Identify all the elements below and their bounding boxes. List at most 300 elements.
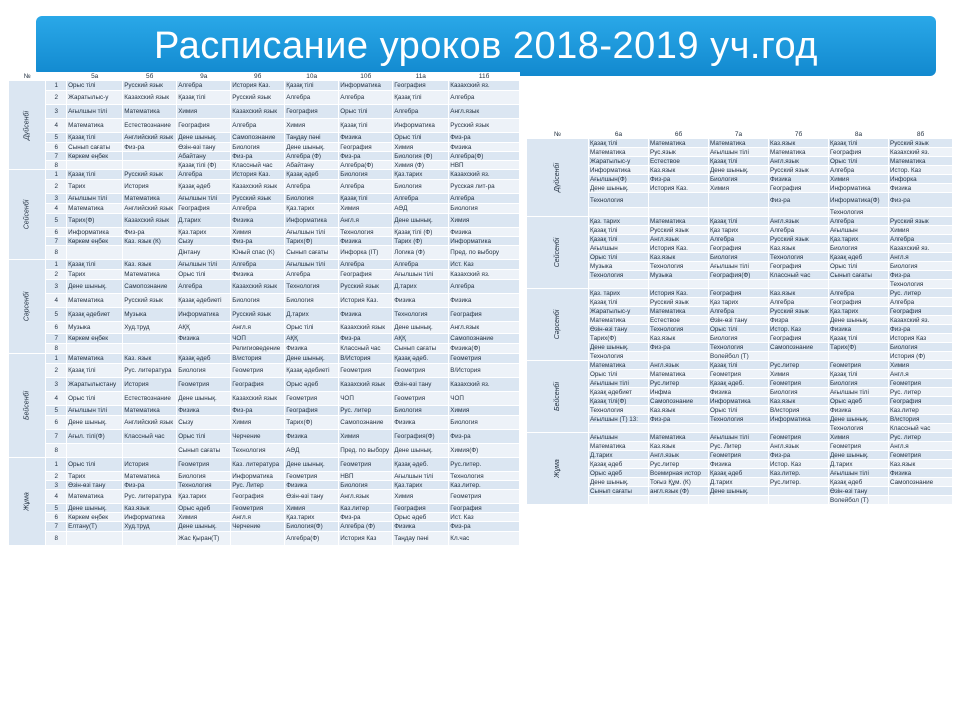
- schedule-row: [527, 424, 953, 433]
- schedule-row: [527, 316, 953, 325]
- lesson-cell: Русский язык: [231, 91, 285, 105]
- lesson-cell: Физика: [769, 175, 829, 184]
- lesson-cell: Информатика: [393, 119, 449, 133]
- lesson-number: 6: [46, 143, 67, 152]
- lesson-cell: В/История: [339, 354, 393, 364]
- lesson-cell: Англ.язык: [769, 442, 829, 451]
- lesson-cell: Физика: [889, 469, 953, 478]
- lesson-cell: Английский язык: [123, 133, 177, 143]
- schedule-row: [527, 271, 953, 280]
- lesson-cell: Орыс тілі: [67, 458, 123, 472]
- lesson-number: 4: [46, 392, 67, 406]
- lesson-cell: Алгебра (Ф): [339, 522, 393, 532]
- schedule-row: [9, 334, 520, 344]
- lesson-cell: Физ-ра: [339, 152, 393, 161]
- lesson-cell: История Каз.: [231, 81, 285, 91]
- lesson-cell: Ағылшын тілі: [829, 388, 889, 397]
- lesson-cell: Каз.литер.: [769, 469, 829, 478]
- lesson-cell: Геометрия: [769, 433, 829, 442]
- schedule-row: [527, 460, 953, 469]
- lesson-cell: Информатика: [177, 308, 231, 322]
- schedule-row: [9, 270, 520, 280]
- lesson-cell: Всемирная истор: [649, 469, 709, 478]
- lesson-cell: Тарих(Ф): [285, 416, 339, 430]
- lesson-cell: Физ-ра: [649, 415, 709, 424]
- schedule-row: [9, 294, 520, 308]
- lesson-cell: Биология: [829, 379, 889, 388]
- lesson-cell: Физ-ра: [339, 513, 393, 522]
- lesson-cell: Алгебра: [449, 91, 520, 105]
- lesson-cell: [649, 280, 709, 289]
- lesson-cell: Математика: [67, 119, 123, 133]
- schedule-row: [9, 490, 520, 504]
- lesson-cell: Русский язык: [649, 226, 709, 235]
- lesson-cell: Алгебра: [285, 180, 339, 194]
- lesson-cell: География: [769, 184, 829, 193]
- lesson-cell: География: [889, 307, 953, 316]
- lesson-cell: АӘД: [393, 204, 449, 214]
- lesson-cell: Тарих(Ф): [285, 237, 339, 246]
- lesson-cell: Казахский язык: [231, 180, 285, 194]
- lesson-cell: Алгебра: [709, 307, 769, 316]
- lesson-cell: Каз. язык (К): [123, 237, 177, 246]
- lesson-cell: Естествое: [649, 316, 709, 325]
- lesson-cell: Сынып сағаты: [393, 344, 449, 354]
- lesson-cell: Англ.я: [889, 253, 953, 262]
- lesson-cell: Геометрия: [709, 451, 769, 460]
- lesson-cell: Англ.я: [889, 442, 953, 451]
- lesson-cell: [889, 208, 953, 217]
- day-name: Бейсенбі: [554, 381, 561, 412]
- lesson-cell: Самопознание: [889, 478, 953, 487]
- lesson-cell: Химия: [769, 370, 829, 379]
- lesson-cell: Дене шынық.: [177, 133, 231, 143]
- lesson-cell: Жаратылыс-у: [589, 307, 649, 316]
- lesson-cell: География: [889, 397, 953, 406]
- lesson-cell: Казахский язык: [231, 280, 285, 294]
- schedule-row: [9, 322, 520, 334]
- lesson-cell: Физ-ра: [231, 406, 285, 416]
- lesson-cell: Орыс тілі: [177, 430, 231, 444]
- lesson-cell: Биология: [449, 204, 520, 214]
- lesson-cell: Физ-ра: [889, 193, 953, 208]
- lesson-number: 5: [46, 214, 67, 228]
- lesson-cell: Англ.язык: [649, 451, 709, 460]
- lesson-cell: Англ.язык: [339, 490, 393, 504]
- schedule-row: [9, 444, 520, 458]
- schedule-row: [9, 161, 520, 170]
- lesson-cell: Физика: [177, 334, 231, 344]
- lesson-cell: Алгебра: [339, 180, 393, 194]
- lesson-cell: Информатика: [709, 397, 769, 406]
- lesson-cell: Орыс әдеб: [589, 469, 649, 478]
- lesson-number: 8: [46, 444, 67, 458]
- lesson-number: 2: [46, 472, 67, 481]
- lesson-cell: География: [393, 81, 449, 91]
- lesson-number: 2: [46, 180, 67, 194]
- lesson-cell: Қазақ тілі (Ф): [177, 161, 231, 170]
- lesson-cell: [829, 352, 889, 361]
- lesson-cell: Каз. литература: [231, 458, 285, 472]
- lesson-cell: Худ.труд: [123, 322, 177, 334]
- day-label: [527, 217, 589, 289]
- lesson-cell: Физика(Ф): [449, 344, 520, 354]
- lesson-cell: Дене шынық.: [589, 343, 649, 352]
- lesson-cell: Қаз. тарих: [589, 217, 649, 226]
- lesson-cell: Казахский яз.: [449, 81, 520, 91]
- lesson-cell: Биология: [339, 170, 393, 180]
- lesson-cell: Қазақ тілі: [285, 81, 339, 91]
- schedule-row: [527, 175, 953, 184]
- lesson-cell: Биология: [177, 364, 231, 378]
- lesson-cell: Рус. Литер: [709, 442, 769, 451]
- lesson-cell: Алгебра: [829, 289, 889, 298]
- lesson-cell: Классный час: [231, 161, 285, 170]
- lesson-number: 7: [46, 237, 67, 246]
- lesson-cell: Дінтану: [177, 246, 231, 260]
- lesson-cell: Химия: [449, 406, 520, 416]
- schedule-row: [527, 325, 953, 334]
- lesson-cell: Жаратылыс-у: [589, 157, 649, 166]
- lesson-cell: Жас Қыран(Т): [177, 532, 231, 546]
- lesson-cell: Биология: [889, 343, 953, 352]
- lesson-cell: Биология: [829, 244, 889, 253]
- lesson-cell: Қаз.тарих: [829, 307, 889, 316]
- lesson-number: 1: [46, 81, 67, 91]
- schedule-row: [9, 228, 520, 237]
- lesson-cell: Физика: [709, 460, 769, 469]
- lesson-cell: Көркем еңбек: [67, 237, 123, 246]
- lesson-cell: Физ-ра: [449, 430, 520, 444]
- lesson-cell: Физика: [449, 228, 520, 237]
- schedule-row: [9, 105, 520, 119]
- lesson-cell: Математика: [769, 148, 829, 157]
- schedule-row: [527, 193, 953, 208]
- lesson-cell: Рус. Литер: [231, 481, 285, 490]
- lesson-cell: Алгебра(Ф): [449, 152, 520, 161]
- schedule-table-grades-5-11: [8, 72, 520, 546]
- lesson-cell: [67, 444, 123, 458]
- lesson-cell: Каз.литер: [889, 406, 953, 415]
- lesson-cell: Русский язык: [769, 235, 829, 244]
- schedule-row: [527, 361, 953, 370]
- lesson-cell: Дене шынық.: [177, 522, 231, 532]
- lesson-cell: [123, 246, 177, 260]
- lesson-cell: Юный спас (К): [231, 246, 285, 260]
- lesson-cell: Дене шынық.: [709, 487, 769, 496]
- lesson-cell: История Каз.: [649, 184, 709, 193]
- lesson-cell: Д.тарих: [177, 214, 231, 228]
- lesson-cell: Биология: [709, 175, 769, 184]
- lesson-cell: Алгебра: [393, 105, 449, 119]
- lesson-cell: Казахский яз.: [449, 378, 520, 392]
- lesson-cell: [709, 280, 769, 289]
- lesson-cell: Технология: [177, 481, 231, 490]
- lesson-cell: Орыс тілі: [829, 157, 889, 166]
- lesson-cell: Алгебра: [889, 235, 953, 244]
- lesson-cell: Физ-ра: [889, 271, 953, 280]
- lesson-cell: Рус.литер: [649, 460, 709, 469]
- lesson-cell: Русский язык: [769, 307, 829, 316]
- lesson-cell: Музыка: [649, 271, 709, 280]
- lesson-cell: Русский язык: [889, 139, 953, 148]
- title-banner: [36, 16, 936, 76]
- lesson-cell: Жаратылыстану: [67, 378, 123, 392]
- lesson-cell: Биология: [393, 406, 449, 416]
- lesson-cell: Көркем еңбек: [67, 334, 123, 344]
- lesson-cell: География(Ф): [709, 271, 769, 280]
- lesson-cell: Биология: [231, 143, 285, 152]
- lesson-cell: Технология: [231, 444, 285, 458]
- header-row: [9, 73, 520, 81]
- lesson-cell: Қазақ тілі: [709, 217, 769, 226]
- lesson-cell: Физика: [231, 214, 285, 228]
- lesson-cell: В/история: [889, 415, 953, 424]
- lesson-cell: Математика: [889, 157, 953, 166]
- lesson-cell: Рус.литер: [649, 379, 709, 388]
- lesson-cell: Орыс тілі: [339, 105, 393, 119]
- lesson-cell: География: [339, 270, 393, 280]
- lesson-cell: Математика: [123, 472, 177, 481]
- lesson-cell: Физика: [829, 406, 889, 415]
- schedule-row: [527, 184, 953, 193]
- lesson-cell: Физ-ра: [649, 343, 709, 352]
- lesson-cell: Каз.язык: [889, 460, 953, 469]
- lesson-cell: [649, 193, 709, 208]
- lesson-cell: Физ-ра: [231, 152, 285, 161]
- lesson-cell: Математика: [67, 354, 123, 364]
- day-name: Дүйсенбі: [23, 110, 31, 140]
- lesson-cell: Қазақ тілі: [67, 260, 123, 270]
- lesson-cell: Алгебра (Ф): [285, 152, 339, 161]
- lesson-cell: Алгебра(Ф): [339, 161, 393, 170]
- lesson-cell: Англ.я: [231, 513, 285, 522]
- lesson-cell: Алгебра: [339, 91, 393, 105]
- lesson-number: 5: [46, 308, 67, 322]
- lesson-cell: Алгебра: [177, 280, 231, 294]
- lesson-cell: Геометрия: [889, 451, 953, 460]
- lesson-cell: Самопознание: [649, 397, 709, 406]
- schedule-row: [527, 166, 953, 175]
- schedule-row: [527, 235, 953, 244]
- lesson-cell: Самопознание: [123, 280, 177, 294]
- lesson-cell: Абайтану: [177, 152, 231, 161]
- lesson-cell: Физика: [339, 308, 393, 322]
- lesson-cell: Казахский язык: [231, 105, 285, 119]
- schedule-row: [527, 253, 953, 262]
- lesson-cell: Алгебра: [177, 81, 231, 91]
- lesson-cell: Классный час: [339, 344, 393, 354]
- lesson-cell: Биология: [889, 262, 953, 271]
- lesson-cell: Алгебра: [339, 260, 393, 270]
- lesson-cell: Каз.язык: [649, 442, 709, 451]
- lesson-cell: [889, 496, 953, 505]
- lesson-cell: Ағылшын тілі: [589, 379, 649, 388]
- lesson-cell: Математика: [123, 270, 177, 280]
- schedule-row: [527, 307, 953, 316]
- lesson-cell: Физ-ра: [769, 451, 829, 460]
- lesson-cell: Алгебра: [393, 260, 449, 270]
- lesson-cell: Қаз.тарих: [829, 235, 889, 244]
- lesson-cell: Физика: [393, 416, 449, 430]
- lesson-cell: Химия: [231, 416, 285, 430]
- schedule-row: [9, 513, 520, 522]
- lesson-cell: Классный час: [123, 430, 177, 444]
- lesson-cell: Физ-ра: [649, 175, 709, 184]
- lesson-cell: Қаз.тарих: [285, 204, 339, 214]
- lesson-cell: История Каз: [889, 334, 953, 343]
- lesson-cell: Алгебра: [177, 170, 231, 180]
- schedule-row: [9, 308, 520, 322]
- lesson-cell: Ағылшын тілі: [177, 260, 231, 270]
- lesson-cell: Геометрия: [449, 490, 520, 504]
- lesson-cell: Математика: [123, 194, 177, 204]
- lesson-cell: Классный час: [769, 271, 829, 280]
- lesson-cell: Англ.язык: [649, 361, 709, 370]
- lesson-cell: [649, 424, 709, 433]
- lesson-cell: Дене шынық.: [285, 458, 339, 472]
- lesson-cell: География: [449, 308, 520, 322]
- schedule-row: [527, 139, 953, 148]
- lesson-cell: Химия: [177, 105, 231, 119]
- lesson-cell: Ағылшын тілі: [393, 472, 449, 481]
- lesson-cell: Логика (Ф): [393, 246, 449, 260]
- lesson-cell: Математика: [589, 361, 649, 370]
- lesson-cell: Каз.литер: [339, 504, 393, 513]
- lesson-cell: [177, 344, 231, 354]
- lesson-cell: Дене шынық.: [67, 416, 123, 430]
- lesson-cell: Тоғыз Құм. (К): [649, 478, 709, 487]
- lesson-cell: Инфма: [649, 388, 709, 397]
- lesson-cell: Англ.я: [889, 370, 953, 379]
- lesson-cell: Дене шынық.: [829, 316, 889, 325]
- schedule-row: [527, 352, 953, 361]
- lesson-cell: Математика: [709, 139, 769, 148]
- lesson-cell: Ағылшын: [829, 226, 889, 235]
- header-cell: 7а: [709, 131, 769, 139]
- lesson-cell: Биология: [177, 472, 231, 481]
- lesson-cell: Қазақ әдеб.: [393, 354, 449, 364]
- schedule-row: [9, 194, 520, 204]
- day-label: [9, 170, 46, 260]
- header-cell: №: [527, 131, 589, 139]
- lesson-cell: Химия: [709, 184, 769, 193]
- lesson-cell: Технология: [339, 228, 393, 237]
- lesson-cell: [769, 280, 829, 289]
- lesson-cell: Черчение: [231, 522, 285, 532]
- schedule-row: [527, 478, 953, 487]
- schedule-row: [527, 244, 953, 253]
- lesson-cell: Орыс тілі: [177, 270, 231, 280]
- lesson-cell: Физ-ра: [123, 143, 177, 152]
- lesson-cell: Ағылшын тілі: [285, 260, 339, 270]
- lesson-cell: [769, 487, 829, 496]
- lesson-cell: ЧОП: [339, 392, 393, 406]
- lesson-cell: Қазақ тілі: [67, 170, 123, 180]
- lesson-cell: Физика: [231, 270, 285, 280]
- schedule-row: [9, 180, 520, 194]
- lesson-cell: Қазақ әдеб.: [709, 379, 769, 388]
- lesson-number: 4: [46, 294, 67, 308]
- lesson-cell: Ағылшын тілі: [285, 228, 339, 237]
- lesson-cell: [769, 352, 829, 361]
- schedule-row: [527, 469, 953, 478]
- day-label: [527, 433, 589, 505]
- schedule-row: [9, 430, 520, 444]
- lesson-cell: Дене шынық.: [709, 166, 769, 175]
- lesson-cell: Казахский яз.: [889, 244, 953, 253]
- lesson-cell: Химия: [829, 433, 889, 442]
- day-name: Дүйсенбі: [554, 162, 561, 193]
- lesson-cell: Өзін-өзі тану: [829, 487, 889, 496]
- lesson-cell: История: [123, 378, 177, 392]
- lesson-cell: Алгебра: [769, 226, 829, 235]
- lesson-cell: В/История: [449, 364, 520, 378]
- lesson-cell: Англ.язык: [449, 322, 520, 334]
- lesson-cell: Физика: [285, 430, 339, 444]
- lesson-cell: Алгебра: [393, 194, 449, 204]
- lesson-cell: Сынып сағаты: [177, 444, 231, 458]
- lesson-cell: Дене шынық.: [829, 451, 889, 460]
- lesson-cell: Физ-ра: [449, 522, 520, 532]
- header-cell: 6б: [649, 131, 709, 139]
- lesson-cell: Естествознание: [123, 119, 177, 133]
- lesson-cell: Химия: [285, 504, 339, 513]
- lesson-cell: Русская лит-ра: [449, 180, 520, 194]
- lesson-cell: Математика: [649, 370, 709, 379]
- lesson-cell: Религиоведение: [231, 344, 285, 354]
- lesson-cell: англ.язык (Ф): [649, 487, 709, 496]
- lesson-cell: Қаз.тарих: [177, 490, 231, 504]
- lesson-cell: Рус. литер: [339, 406, 393, 416]
- lesson-cell: Математика: [589, 316, 649, 325]
- lesson-cell: Қазақ әдеб: [709, 469, 769, 478]
- lesson-cell: Музыка: [123, 308, 177, 322]
- schedule-row: [9, 81, 520, 91]
- lesson-cell: Русский язык: [769, 166, 829, 175]
- lesson-cell: Қаз.тарих: [285, 513, 339, 522]
- lesson-cell: Дене шынық.: [393, 214, 449, 228]
- lesson-cell: География: [769, 262, 829, 271]
- lesson-cell: История Каз.: [231, 170, 285, 180]
- lesson-cell: Русский язык: [889, 217, 953, 226]
- lesson-cell: [589, 280, 649, 289]
- day-name: Сәрсенбі: [554, 309, 561, 340]
- lesson-cell: Тарих: [67, 270, 123, 280]
- lesson-cell: [709, 208, 769, 217]
- lesson-number: 3: [46, 481, 67, 490]
- lesson-cell: Каз.язык: [769, 139, 829, 148]
- lesson-cell: Математика: [649, 433, 709, 442]
- lesson-cell: Физ-ра: [769, 193, 829, 208]
- schedule-row: [527, 442, 953, 451]
- lesson-cell: Технология: [589, 406, 649, 415]
- schedule-row: [9, 152, 520, 161]
- day-label: [9, 458, 46, 546]
- lesson-number: 3: [46, 280, 67, 294]
- lesson-cell: Геометрия: [829, 361, 889, 370]
- lesson-cell: Орыс әдеб: [393, 513, 449, 522]
- lesson-cell: Сынып сағаты: [67, 143, 123, 152]
- schedule-row: [9, 246, 520, 260]
- schedule-row: [9, 458, 520, 472]
- lesson-cell: НВП: [449, 161, 520, 170]
- lesson-number: 6: [46, 322, 67, 334]
- lesson-cell: [67, 161, 123, 170]
- lesson-cell: Қазақ әдеб.: [393, 458, 449, 472]
- schedule-row: [527, 226, 953, 235]
- lesson-cell: Биология: [393, 180, 449, 194]
